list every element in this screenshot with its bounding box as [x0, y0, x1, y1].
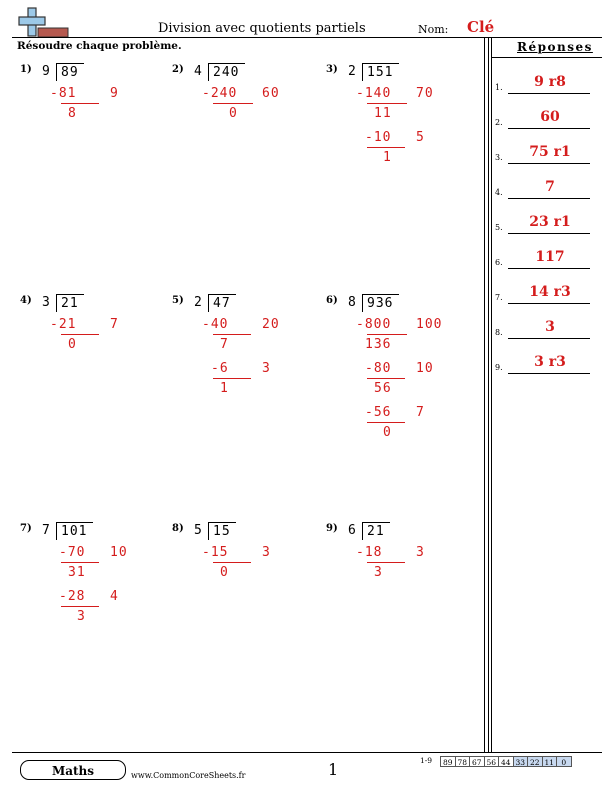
subtraction-line: [213, 103, 253, 104]
remainder: 7: [220, 337, 229, 352]
remainder: 8: [68, 106, 77, 121]
answer-value: 75 r1: [529, 144, 571, 160]
subtraction: -80: [365, 361, 392, 376]
division-bracket-top: [362, 63, 399, 64]
division-bracket-top: [362, 294, 399, 295]
partial-quotient: 3: [416, 545, 425, 560]
subtraction: -70: [59, 545, 86, 560]
dividend: 21: [367, 524, 385, 539]
answer-value: 117: [535, 249, 565, 265]
remainder: 1: [383, 150, 392, 165]
subtraction: -40: [202, 317, 229, 332]
score-cell: 11: [542, 756, 558, 767]
score-cell: 56: [484, 756, 500, 767]
remainder: 0: [383, 425, 392, 440]
partial-quotient: 70: [416, 86, 434, 101]
answer-line: [508, 163, 590, 164]
subtraction-line: [213, 378, 251, 379]
division-bracket-top: [208, 294, 236, 295]
division-bracket-vertical: [208, 63, 209, 81]
division-bracket-vertical: [362, 294, 363, 312]
division-bracket-vertical: [362, 522, 363, 540]
problem-number: 6): [326, 295, 338, 306]
dividend: 936: [367, 296, 394, 311]
answers-heading: Réponses: [517, 40, 593, 54]
answer-value: 3 r3: [534, 354, 566, 370]
logo: [18, 6, 70, 38]
brand-label: Maths: [51, 764, 95, 778]
subtraction-line: [61, 103, 99, 104]
dividend: 15: [213, 524, 231, 539]
score-cell: 22: [527, 756, 543, 767]
remainder: 56: [374, 381, 392, 396]
answer-line: [508, 268, 590, 269]
partial-quotient: 100: [416, 317, 443, 332]
subtraction-line: [61, 562, 99, 563]
answer-value: 3: [545, 319, 555, 335]
answer-key-label: Clé: [467, 18, 495, 36]
remainder: 136: [365, 337, 392, 352]
remainder: 3: [77, 609, 86, 624]
subtraction: -15: [202, 545, 229, 560]
subtraction-line: [367, 562, 405, 563]
score-cell: 0: [556, 756, 572, 767]
score-range-label: 1-9: [420, 756, 433, 765]
subtraction-line: [367, 147, 405, 148]
division-bracket-vertical: [56, 522, 57, 540]
subtraction-line: [367, 378, 405, 379]
divisor: 9: [42, 64, 51, 79]
answer-line: [508, 198, 590, 199]
subtraction-line: [61, 334, 99, 335]
dividend: 151: [367, 65, 394, 80]
partial-quotient: 60: [262, 86, 280, 101]
answer-number: 8.: [495, 328, 503, 337]
dividend: 101: [61, 524, 88, 539]
problem-number: 8): [172, 523, 184, 534]
partial-quotient: 9: [110, 86, 119, 101]
problem-number: 4): [20, 295, 32, 306]
partial-quotient: 5: [416, 130, 425, 145]
problem-number: 5): [172, 295, 184, 306]
division-bracket-top: [56, 522, 93, 523]
divisor: 3: [42, 295, 51, 310]
subtraction: -6: [211, 361, 229, 376]
subtraction: -240: [202, 86, 238, 101]
divisor: 7: [42, 523, 51, 538]
division-bracket-vertical: [56, 294, 57, 312]
partial-quotient: 4: [110, 589, 119, 604]
division-bracket-vertical: [208, 294, 209, 312]
remainder: 0: [220, 565, 229, 580]
answer-value: 14 r3: [529, 284, 571, 300]
remainder: 3: [374, 565, 383, 580]
column-divider-3: [491, 38, 492, 752]
partial-quotient: 20: [262, 317, 280, 332]
score-cell: 78: [455, 756, 471, 767]
subtraction: -140: [356, 86, 392, 101]
answer-number: 6.: [495, 258, 503, 267]
partial-quotient: 3: [262, 545, 271, 560]
divisor: 4: [194, 64, 203, 79]
partial-quotient: 10: [110, 545, 128, 560]
answer-line: [508, 373, 590, 374]
subtraction-line: [367, 334, 407, 335]
footer-rule: [12, 752, 602, 753]
problem-number: 7): [20, 523, 32, 534]
subtraction-line: [367, 103, 407, 104]
subtraction: -28: [59, 589, 86, 604]
answer-line: [508, 338, 590, 339]
remainder: 0: [229, 106, 238, 121]
subtraction: -10: [365, 130, 392, 145]
divisor: 2: [348, 64, 357, 79]
subtraction-line: [213, 562, 251, 563]
answer-value: 60: [540, 109, 560, 125]
division-bracket-vertical: [208, 522, 209, 540]
partial-quotient: 3: [262, 361, 271, 376]
problem-number: 2): [172, 64, 184, 75]
partial-quotient: 10: [416, 361, 434, 376]
remainder: 31: [68, 565, 86, 580]
brand-badge: [20, 760, 126, 780]
answer-value: 7: [545, 179, 555, 195]
answer-line: [508, 303, 590, 304]
answer-number: 5.: [495, 223, 503, 232]
answer-value: 9 r8: [534, 74, 566, 90]
answer-number: 1.: [495, 83, 503, 92]
partial-quotient: 7: [110, 317, 119, 332]
remainder: 1: [220, 381, 229, 396]
divisor: 5: [194, 523, 203, 538]
answer-line: [508, 233, 590, 234]
answer-value: 23 r1: [529, 214, 571, 230]
problem-number: 1): [20, 64, 32, 75]
division-bracket-top: [56, 294, 84, 295]
answer-number: 3.: [495, 153, 503, 162]
subtraction: -800: [356, 317, 392, 332]
answer-number: 2.: [495, 118, 503, 127]
division-bracket-vertical: [362, 63, 363, 81]
dividend: 240: [213, 65, 240, 80]
score-cell: 89: [440, 756, 456, 767]
dividend: 89: [61, 65, 79, 80]
problem-number: 3): [326, 64, 338, 75]
subtraction-line: [367, 422, 405, 423]
divisor: 8: [348, 295, 357, 310]
divisor: 2: [194, 295, 203, 310]
subtraction: -21: [50, 317, 77, 332]
remainder: 0: [68, 337, 77, 352]
name-label: Nom:: [418, 23, 449, 36]
answer-number: 4.: [495, 188, 503, 197]
dividend: 47: [213, 296, 231, 311]
score-cell: 33: [513, 756, 529, 767]
score-cell: 44: [498, 756, 514, 767]
division-bracket-top: [208, 522, 236, 523]
answer-number: 9.: [495, 363, 503, 372]
answer-line: [508, 128, 590, 129]
answers-heading-rule: [492, 57, 602, 58]
site-url: www.CommonCoreSheets.fr: [131, 771, 246, 780]
division-bracket-vertical: [56, 63, 57, 81]
column-divider-2: [488, 38, 489, 752]
subtraction: -81: [50, 86, 77, 101]
answer-line: [508, 93, 590, 94]
subtraction-line: [213, 334, 251, 335]
score-cell: 67: [469, 756, 485, 767]
header-rule: [12, 37, 602, 38]
partial-quotient: 7: [416, 405, 425, 420]
division-bracket-top: [362, 522, 390, 523]
dividend: 21: [61, 296, 79, 311]
division-bracket-top: [208, 63, 245, 64]
divisor: 6: [348, 523, 357, 538]
division-bracket-top: [56, 63, 84, 64]
page-number: 1: [328, 760, 339, 779]
subtraction: -56: [365, 405, 392, 420]
subtraction: -18: [356, 545, 383, 560]
column-divider: [484, 38, 485, 752]
subtraction-line: [61, 606, 99, 607]
page-title: Division avec quotients partiels: [158, 21, 366, 36]
remainder: 11: [374, 106, 392, 121]
problem-number: 9): [326, 523, 338, 534]
instructions: Résoudre chaque problème.: [17, 40, 182, 52]
answer-number: 7.: [495, 293, 503, 302]
